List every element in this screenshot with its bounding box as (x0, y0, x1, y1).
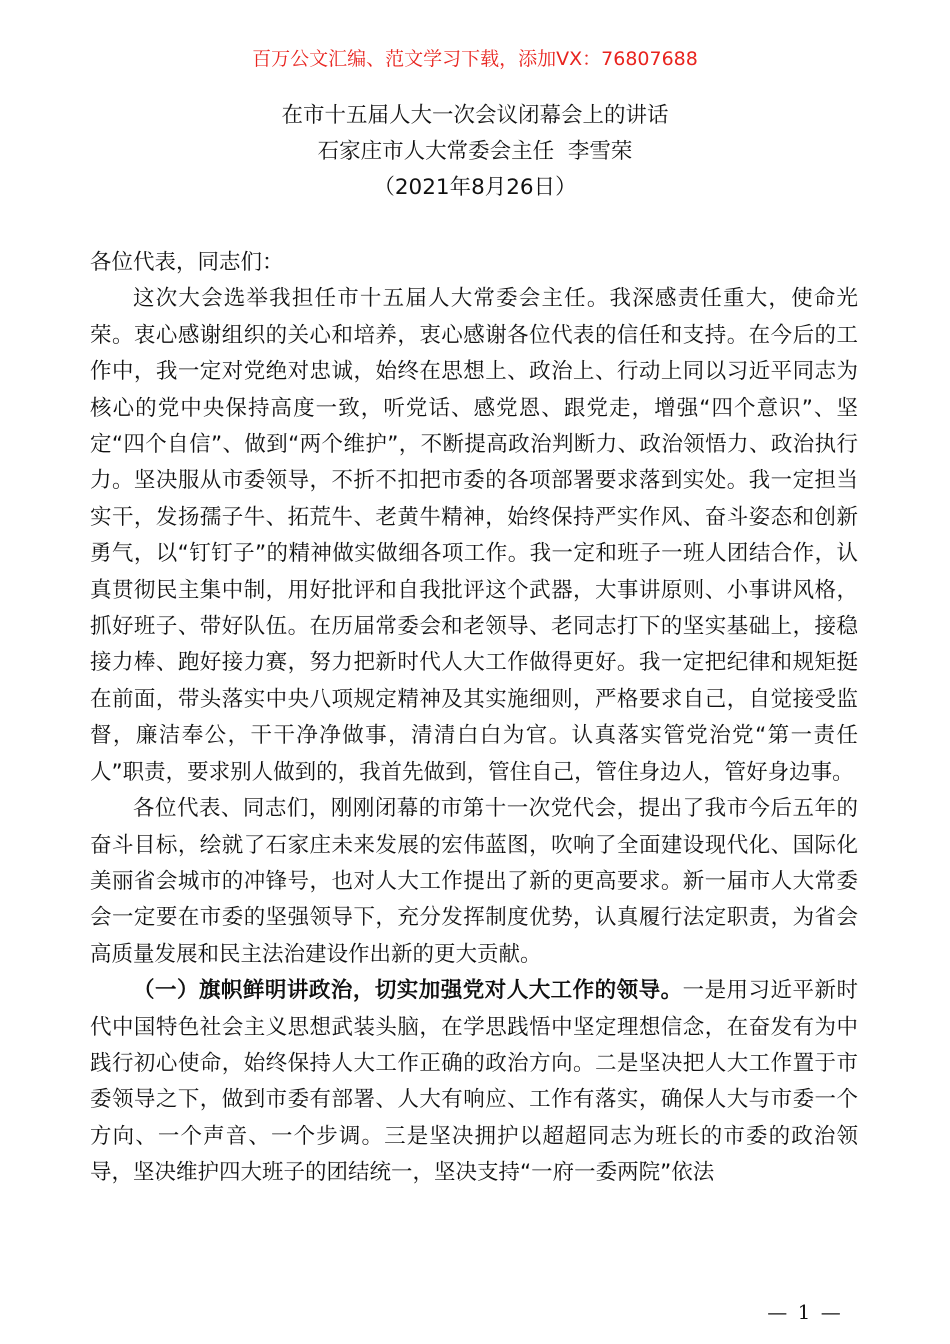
watermark-header: 百万公文汇编、范文学习下载，添加VX：76807688 (252, 48, 698, 70)
paragraph-3-text: 一是用习近平新时代中国特色社会主义思想武装头脑，在学思践悟中坚定理想信念，在奋发有为中践行初心使命，始终保持人大工作正确的政治方向。二是坚决把人大工作置于市委领导之下，做到市委有部署、人大有响应、工作有落实，确保人大与市委一个方向、一个声音、一个步调。三是坚决拥护以超超同志为班长的市委的政治领导，坚决维护四大班子的团结统一，坚决支持“一府一委两院”依法 (90, 978, 858, 1186)
salutation: 各位代表，同志们： (90, 250, 284, 275)
speaker-line: 石家庄市人大常委会主任 李雪荣 (317, 139, 633, 164)
speech-title: 在市十五届人大一次会议闭幕会上的讲话 (281, 103, 669, 128)
speech-date: （2021年8月26日） (373, 175, 577, 200)
title-block (0, 98, 950, 206)
body-text (90, 245, 858, 1192)
section-heading-1: （一）旗帜鲜明讲政治，切实加强党对人大工作的领导。 (133, 978, 683, 1004)
paragraph-2: 各位代表、同志们，刚刚闭幕的市第十一次党代会，提出了我市今后五年的奋斗目标，绘就了石家庄未来发展的宏伟蓝图，吹响了全面建设现代化、国际化美丽省会城市的冲锋号，也对人大工作提出了新的更高要求。新一届市人大常委会一定要在市委的坚强领导下，充分发挥制度优势，认真履行法定职责，为省会高质量发展和民主法治建设作出新的更大贡献。 (90, 796, 858, 967)
paragraph-3 (90, 973, 858, 1191)
page-number: — 1 — (767, 1300, 843, 1324)
paragraph-1: 这次大会选举我担任市十五届人大常委会主任。我深感责任重大，使命光荣。衷心感谢组织的关心和培养，衷心感谢各位代表的信任和支持。在今后的工作中，我一定对党绝对忠诚，始终在思想上、政治上、行动上同以习近平同志为核心的党中央保持高度一致，听党话、感党恩、跟党走，增强“四个意识”、坚定“四个自信”、做到“两个维护”，不断提高政治判断力、政治领悟力、政治执行力。坚决服从市委领导，不折不扣把市委的各项部署要求落到实处。我一定担当实干，发扬孺子牛、拓荒牛、老黄牛精神，始终保持严实作风、奋斗姿态和创新勇气，以“钉钉子”的精神做实做细各项工作。我一定和班子一班人团结合作，认真贯彻民主集中制，用好批评和自我批评这个武器，大事讲原则、小事讲风格，抓好班子、带好队伍。在历届常委会和老领导、老同志打下的坚实基础上，接稳接力棒、跑好接力赛，努力把新时代人大工作做得更好。我一定把纪律和规矩挺在前面，带头落实中央八项规定精神及其实施细则，严格要求自己，自觉接受监督，廉洁奉公，干干净净做事，清清白白为官。认真落实管党治党“第一责任人”职责，要求别人做到的，我首先做到，管住自己，管住身边人，管好身边事。 (90, 286, 858, 785)
